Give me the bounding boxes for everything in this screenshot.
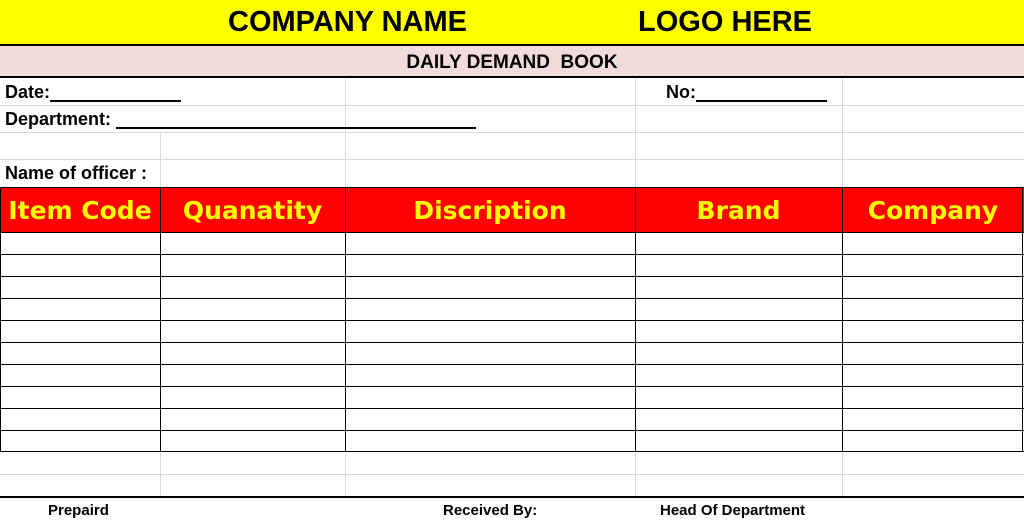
table-row[interactable]: [0, 298, 1024, 299]
received-by-label: Received By:: [443, 502, 538, 519]
department-label: Department:: [5, 109, 112, 129]
column-header-company: Company: [867, 195, 999, 225]
department-field[interactable]: [116, 127, 476, 129]
table-row[interactable]: [0, 254, 1024, 255]
officer-name-label: Name of officer :: [5, 163, 148, 183]
prepared-label: Prepaird: [48, 502, 109, 519]
table-row[interactable]: [0, 386, 1024, 387]
column-header-item-code: Item Code: [8, 195, 152, 225]
column-header-brand: Brand: [696, 195, 781, 225]
column-header-quantity: Quanatity: [182, 195, 323, 225]
number-label: No:: [666, 82, 696, 102]
column-header-description: Discription: [413, 195, 567, 225]
gridline: [0, 105, 1024, 106]
company-name: COMPANY NAME: [228, 6, 467, 38]
table-row[interactable]: [0, 430, 1024, 431]
gridline: [0, 474, 1024, 475]
table-row[interactable]: [0, 276, 1024, 277]
head-of-department-label: Head Of Department: [660, 502, 806, 519]
gridline: [0, 159, 1024, 160]
company-header-band: [0, 0, 1024, 46]
table-row[interactable]: [0, 364, 1024, 365]
form-title: DAILY DEMAND BOOK: [406, 52, 618, 73]
gridline: [0, 132, 1024, 133]
logo-placeholder: LOGO HERE: [638, 6, 813, 38]
table-row[interactable]: [0, 342, 1024, 343]
number-field[interactable]: [696, 100, 827, 102]
table-row[interactable]: [0, 451, 1024, 452]
table-row[interactable]: [0, 320, 1024, 321]
table-row[interactable]: [0, 408, 1024, 409]
date-label: Date:: [5, 82, 51, 102]
footer-divider: [0, 496, 1024, 498]
date-field[interactable]: [50, 100, 181, 102]
